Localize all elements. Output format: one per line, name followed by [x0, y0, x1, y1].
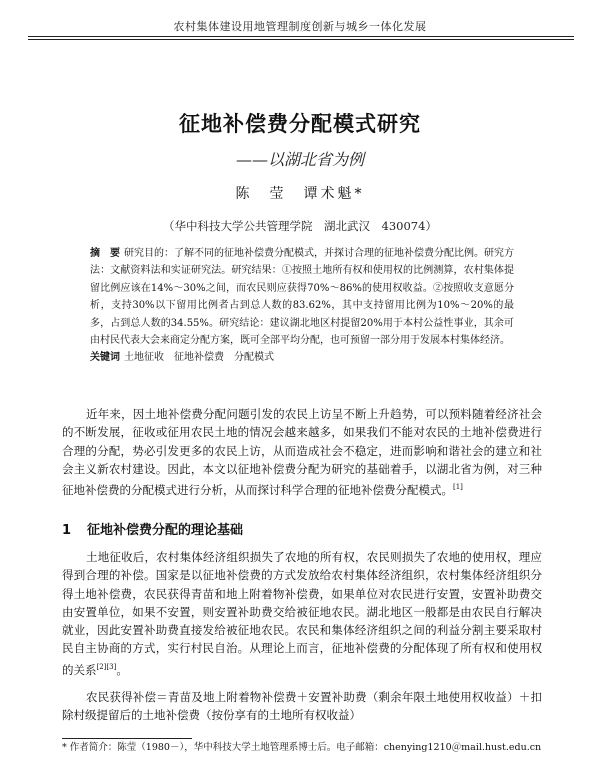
section-paragraph [62, 548, 542, 679]
intro-text: 近年来，因土地补偿费分配问题引发的农民上访呈不断上升趋势，可以预料随着经济社会的不断发展，征收或征用农民土地的情况会越来越多，如果我们不能对农民的土地补偿费进行合理的分配，势必引发更多的农民上访，从而造成社会不稳定，进而影响和谐社会的建立和社会主义新农村建设。因此，本文以征地补偿费分配为研究的基础着手，以湖北省为例，对三种征地补偿费的分配模式进行分析，从而探讨科学合理的征地补偿费分配模式。 [62, 407, 542, 498]
section-number: 1 [62, 523, 72, 538]
authors: 陈 莹 谭术魁* [235, 186, 365, 202]
running-head: 农村集体建设用地管理制度创新与城乡一体化发展 [173, 20, 427, 33]
paper-subtitle: ——以湖北省为例 [235, 150, 364, 169]
section-title: 征地补偿费分配的理论基础 [87, 523, 244, 538]
citation-3: [3] [106, 662, 117, 671]
intro-paragraph [62, 405, 542, 499]
author-footnote: * 作者简介：陈莹（1980－），华中科技大学土地管理系博士后。电子邮箱：chenying1210＠mail.hust.edu.cn [62, 742, 542, 753]
affiliation: （华中科技大学公共管理学院 湖北武汉 430074） [163, 219, 437, 233]
footnote-rule [62, 738, 192, 739]
abstract-label: 摘 要 [90, 248, 120, 259]
abstract [90, 245, 514, 367]
abstract-text: 研究目的：了解不同的征地补偿费分配模式，并探讨合理的征地补偿费分配比例。研究方法：文献资料法和实证研究法。研究结果：①按照土地所有权和使用权的比例测算，农村集体提留比例应该在14%～30%之间，而农民则应获得70%～86%的使用权收益。②按照收支意愿分析，支持30%以下留用比例者占到总人数的83.62%，其中支持留用比例为10%～20%的最多，占到总人数的34.55%。研究结论：建议湖北地区村提留20%用于本村公益性事业，其余可由村民代表大会来商定分配方案，既可全部平均分配，也可预留一部分用于发展本村集体经济。 [90, 248, 514, 347]
keywords-text: 土地征收 征地补偿费 分配模式 [124, 352, 274, 364]
formula-paragraph: 农民获得补偿＝青苗及地上附着物补偿费＋安置补助费（剩余年限土地使用权收益）＋扣除村级提留后的土地补偿费（按份享有的土地所有权收益） [62, 690, 542, 723]
section-paragraph-text: 土地征收后，农村集体经济组织损失了农地的所有权，农民则损失了农地的使用权，理应得到合理的补偿。国家是以征地补偿费的方式发放给农村集体经济组织，农村集体经济组织分得土地补偿费，农民获得青苗和地上附着物补偿费，如果单位对农民进行安置，安置补助费交由安置单位，如果不安置，则安置补助费交给被征地农民。湖北地区一般都是由农民自行解决就业，因此安置补助费直接发给被征地农民。农民和集体经济组织之间的利益分割主要采取村民自主协商的方式，实行村民自治。从理论上而言，征地补偿费的分配体现了所有权和使用权的关系 [62, 550, 542, 677]
keywords [90, 349, 514, 366]
header-rule [28, 36, 574, 37]
header-rule-thin [28, 39, 574, 40]
section-heading [62, 519, 243, 538]
keywords-label: 关键词 [90, 352, 120, 364]
intro-citation: [1] [453, 483, 463, 492]
paper-title: 征地补偿费分配模式研究 [179, 112, 421, 136]
section-paragraph-end: 。 [116, 662, 128, 677]
citation-2: [2] [96, 662, 107, 671]
